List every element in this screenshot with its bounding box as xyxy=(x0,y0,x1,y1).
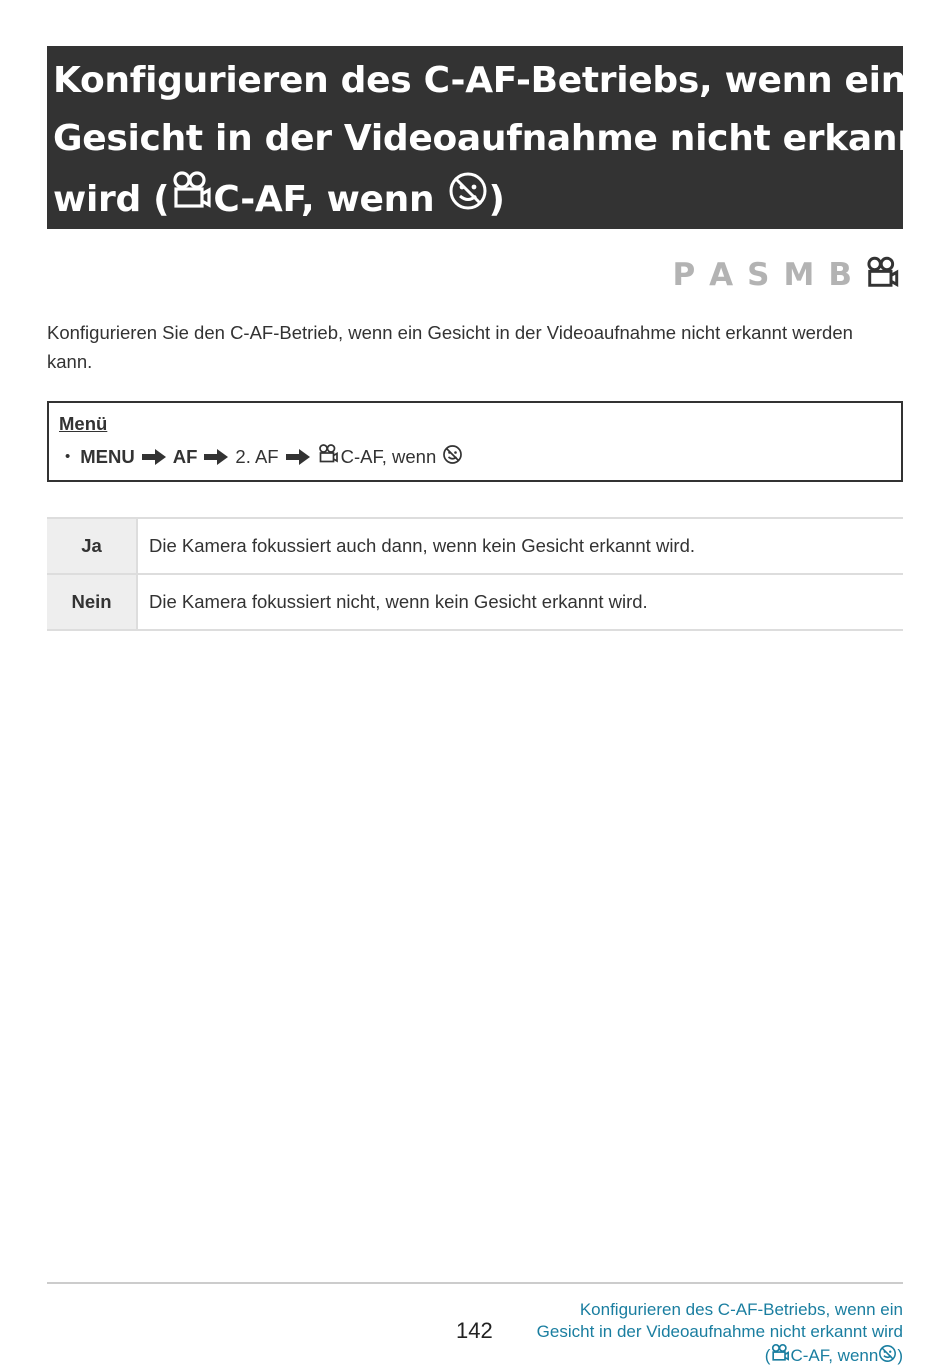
footer-divider xyxy=(47,1282,903,1284)
mode-a: A xyxy=(709,257,734,293)
footer-link-prefix[interactable]: ( xyxy=(764,1346,771,1365)
option-key: Nein xyxy=(47,574,137,630)
video-camera-icon xyxy=(169,169,213,234)
footer-link-mid[interactable]: C-AF, wenn xyxy=(790,1346,879,1365)
title-line-1: Konfigurieren des C-AF-Betriebs, wenn ein xyxy=(53,60,907,101)
menu-path-section: 2. AF xyxy=(235,445,279,467)
intro-paragraph: Konfigurieren Sie den C-AF-Betrieb, wenn ein Gesicht in der Videoaufnahme nicht erkannt werden kann. xyxy=(47,322,853,372)
menu-path xyxy=(65,443,463,470)
option-description: Die Kamera fokussiert auch dann, wenn kein Gesicht erkannt wird. xyxy=(137,518,903,574)
video-camera-icon xyxy=(770,1343,790,1369)
menu-path-af: AF xyxy=(172,445,198,467)
options-table xyxy=(47,517,903,631)
footer-section-link[interactable] xyxy=(537,1299,903,1369)
face-not-detected-icon xyxy=(442,444,463,470)
title-line-3-suffix: ) xyxy=(488,179,505,220)
shooting-modes xyxy=(658,255,900,295)
title-line-3-prefix: wird ( xyxy=(53,179,170,220)
face-not-detected-icon xyxy=(447,169,489,233)
option-description: Die Kamera fokussiert nicht, wenn kein Gesicht erkannt wird. xyxy=(137,574,903,630)
mode-p: P xyxy=(672,257,696,293)
title-line-3 xyxy=(53,168,895,234)
title-line-2: Gesicht in der Videoaufnahme nicht erkannt xyxy=(53,118,940,159)
menu-path-item: C-AF, wenn xyxy=(340,445,437,467)
menu-box xyxy=(47,401,903,482)
page-title xyxy=(47,46,940,229)
mode-m: M xyxy=(783,257,815,293)
page-number: 142 xyxy=(456,1318,493,1343)
title-line-3-mid: C-AF, wenn xyxy=(213,179,447,220)
option-key: Ja xyxy=(47,518,137,574)
arrow-right-icon xyxy=(286,449,310,465)
video-camera-icon xyxy=(864,255,900,295)
menu-heading: Menü xyxy=(59,413,108,434)
face-not-detected-icon xyxy=(878,1344,897,1369)
table-row xyxy=(47,518,903,574)
bullet: • xyxy=(65,448,71,465)
mode-s: S xyxy=(747,257,770,293)
footer-link-line-1[interactable]: Konfigurieren des C-AF-Betriebs, wenn ein xyxy=(579,1300,903,1319)
arrow-right-icon xyxy=(142,449,166,465)
table-row xyxy=(47,574,903,630)
footer-link-suffix[interactable]: ) xyxy=(897,1346,903,1365)
arrow-right-icon xyxy=(204,449,228,465)
footer-link-line-3[interactable] xyxy=(537,1343,903,1369)
menu-path-menu: MENU xyxy=(80,445,135,467)
footer-link-line-2[interactable]: Gesicht in der Videoaufnahme nicht erkannt wird xyxy=(536,1322,903,1341)
video-camera-icon xyxy=(317,443,339,470)
mode-b: B xyxy=(828,257,852,293)
